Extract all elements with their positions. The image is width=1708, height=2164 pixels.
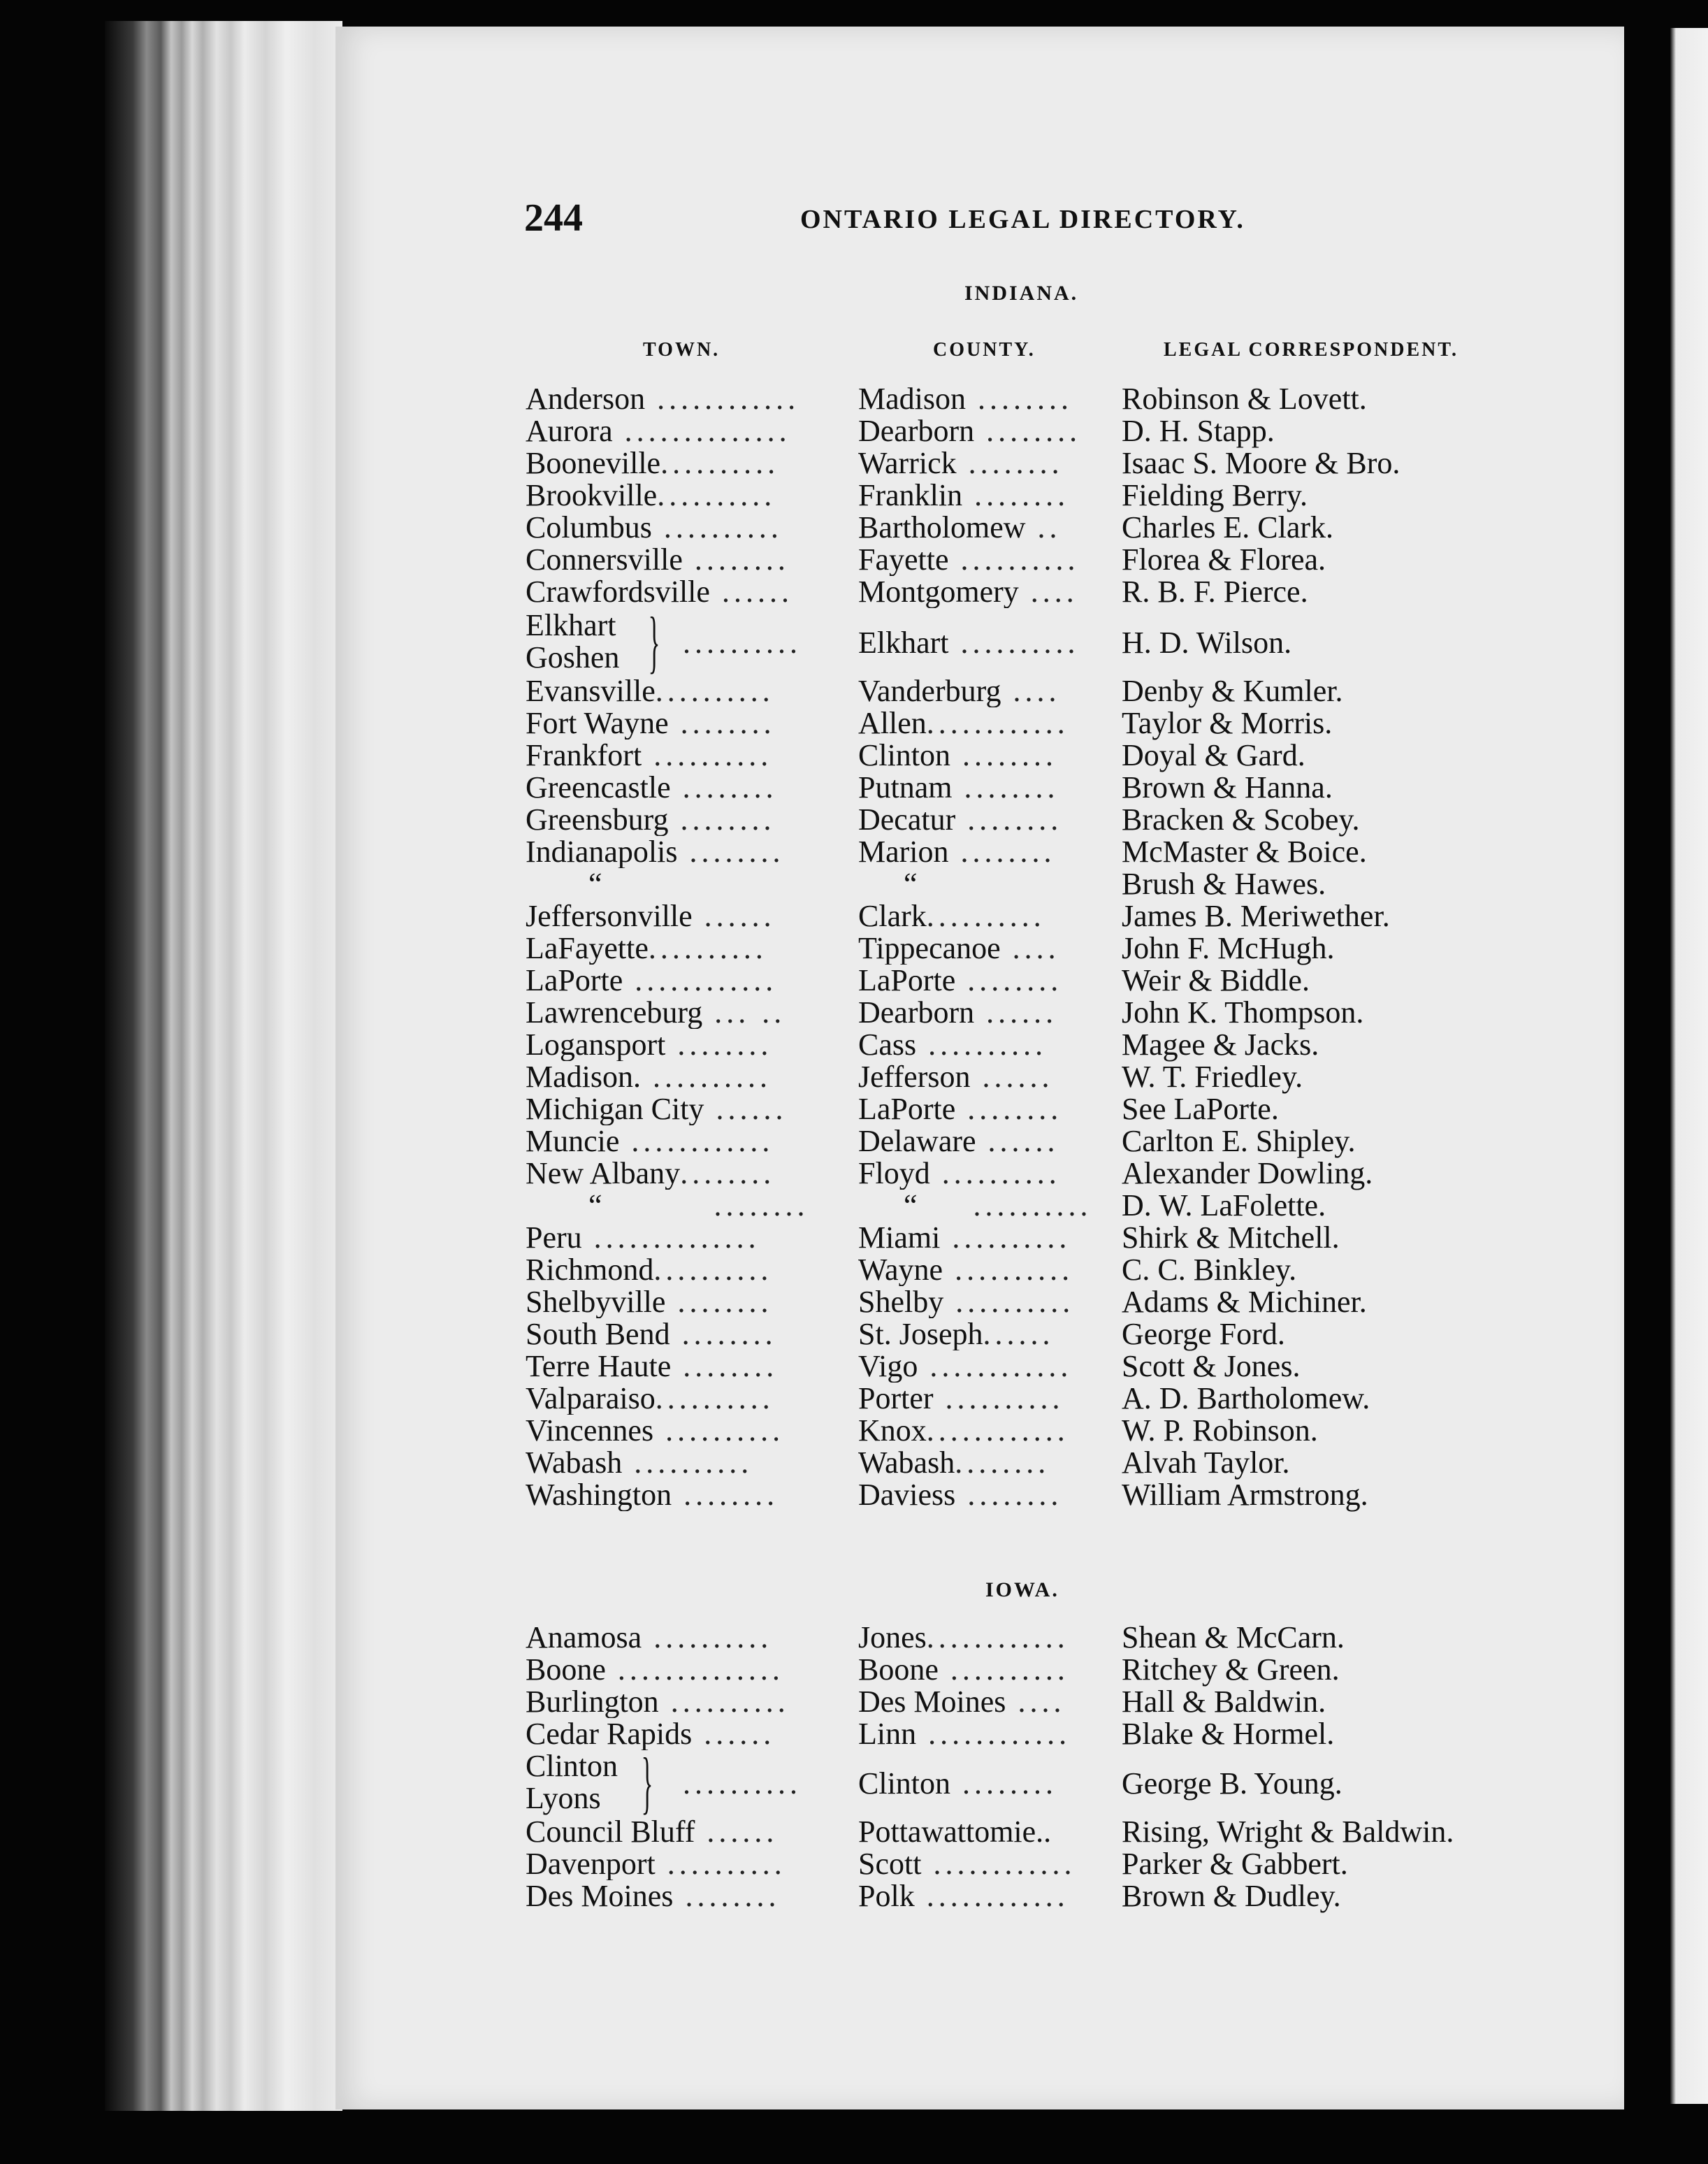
directory-row: Madison. .......... Jefferson ...... W. T. Friedley. bbox=[526, 1060, 1303, 1094]
county: LaPorte bbox=[858, 965, 956, 997]
town: LaPorte bbox=[526, 965, 623, 997]
town: Connersville bbox=[526, 544, 683, 576]
directory-row: South Bend ........ St. Joseph...... George Ford. bbox=[526, 1317, 1285, 1351]
column-header-town: TOWN. bbox=[643, 339, 721, 361]
correspondent: John K. Thompson. bbox=[1122, 995, 1364, 1030]
correspondent: See LaPorte. bbox=[1122, 1092, 1279, 1126]
correspondent: W. P. Robinson. bbox=[1122, 1413, 1318, 1448]
correspondent: D. W. LaFolette. bbox=[1122, 1188, 1326, 1222]
county: Scott bbox=[858, 1848, 922, 1880]
correspondent: William Armstrong. bbox=[1122, 1478, 1368, 1512]
town: Lyons bbox=[526, 1781, 601, 1815]
county: Knox bbox=[858, 1415, 927, 1447]
county: Shelby bbox=[858, 1286, 944, 1318]
directory-row: Richmond.......... Wayne .......... C. C. Binkley. bbox=[526, 1253, 1297, 1287]
correspondent: W. T. Friedley. bbox=[1122, 1060, 1303, 1094]
town: Lawrenceburg bbox=[526, 997, 703, 1029]
correspondent: Alvah Taylor. bbox=[1122, 1445, 1290, 1480]
county: Elkhart bbox=[858, 627, 949, 659]
town: Cedar Rapids bbox=[526, 1718, 693, 1750]
town: Indianapolis bbox=[526, 836, 678, 868]
correspondent: Shirk & Mitchell. bbox=[1122, 1220, 1340, 1255]
correspondent: James B. Meriwether. bbox=[1122, 899, 1390, 933]
correspondent: Carlton E. Shipley. bbox=[1122, 1124, 1356, 1158]
town: LaFayette bbox=[526, 932, 649, 965]
county: Franklin bbox=[858, 479, 963, 512]
county: LaPorte bbox=[858, 1093, 956, 1125]
correspondent: Shean & McCarn. bbox=[1122, 1620, 1345, 1654]
section-heading-iowa: IOWA. bbox=[985, 1578, 1059, 1601]
directory-row: Greencastle ........ Putnam ........ Brown & Hanna. bbox=[526, 770, 1333, 805]
directory-row: Crawfordsville ...... Montgomery .... R. B. F. Pierce. bbox=[526, 575, 1308, 609]
correspondent: Adams & Michiner. bbox=[1122, 1285, 1367, 1319]
directory-row: Michigan City ...... LaPorte ........ See LaPorte. bbox=[526, 1092, 1279, 1126]
section-heading-indiana: INDIANA. bbox=[964, 282, 1079, 305]
town: Booneville bbox=[526, 447, 661, 479]
county: Clinton bbox=[858, 740, 951, 772]
town: Peru bbox=[526, 1222, 582, 1254]
town: Muncie bbox=[526, 1125, 620, 1157]
directory-row: Columbus .......... Bartholomew .. Charles E. Clark. bbox=[526, 510, 1334, 544]
county: Decatur bbox=[858, 804, 956, 836]
correspondent: John F. McHugh. bbox=[1122, 931, 1335, 965]
page-number: 244 bbox=[524, 196, 583, 240]
ditto-mark: “ bbox=[904, 868, 918, 900]
directory-row bbox=[0, 868, 1708, 900]
town: Frankfort bbox=[526, 740, 642, 772]
directory-row: Des Moines ........ Polk ............ Brown & Dudley. bbox=[526, 1879, 1341, 1913]
directory-row: Greensburg ........ Decatur ........ Bracken & Scobey. bbox=[526, 802, 1360, 837]
column-header-county: COUNTY. bbox=[933, 339, 1036, 361]
correspondent: Weir & Biddle. bbox=[1122, 963, 1310, 997]
directory-row: Logansport ........ Cass .......... Magee & Jacks. bbox=[526, 1027, 1319, 1062]
town: Council Bluff bbox=[526, 1816, 695, 1848]
correspondent: Doyal & Gard. bbox=[1122, 738, 1305, 772]
county: Clark bbox=[858, 900, 927, 932]
directory-row: Wabash .......... Wabash........ Alvah Taylor. bbox=[526, 1445, 1290, 1480]
running-title: ONTARIO LEGAL DIRECTORY. bbox=[800, 205, 1245, 234]
county: Clinton bbox=[858, 1768, 951, 1800]
county: Pottawattomie.. bbox=[858, 1816, 1052, 1848]
directory-row: Booneville.......... Warrick ........ Isaac S. Moore & Bro. bbox=[526, 446, 1401, 480]
county: Montgomery bbox=[858, 576, 1019, 608]
correspondent: Blake & Hormel. bbox=[1122, 1717, 1335, 1751]
county: Jones bbox=[858, 1622, 927, 1654]
county: Floyd bbox=[858, 1157, 930, 1190]
correspondent: Brown & Dudley. bbox=[1122, 1879, 1341, 1913]
town: Madison. bbox=[526, 1061, 641, 1093]
county: Vanderburg bbox=[858, 675, 1001, 707]
directory-row: .......... Elkhart .......... H. D. Wilson. bbox=[683, 626, 1292, 660]
ditto-mark: “ bbox=[588, 1190, 602, 1222]
town: Greensburg bbox=[526, 804, 669, 836]
town: Vincennes bbox=[526, 1415, 654, 1447]
town: Aurora bbox=[526, 415, 613, 447]
county: St. Joseph bbox=[858, 1318, 983, 1350]
county: Daviess bbox=[858, 1479, 956, 1511]
directory-row: Aurora .............. Dearborn ........ D. H. Stapp. bbox=[526, 414, 1275, 448]
town: Michigan City bbox=[526, 1093, 704, 1125]
ditto-mark: “ bbox=[588, 868, 602, 900]
directory-row: Cedar Rapids ...... Linn ............ Blake & Hormel. bbox=[526, 1717, 1335, 1751]
town: Davenport bbox=[526, 1848, 656, 1880]
correspondent: McMaster & Boice. bbox=[1122, 835, 1367, 869]
brace-glyph: } bbox=[641, 1743, 653, 1821]
directory-row: .......... Clinton ........ George B. Young. bbox=[683, 1766, 1342, 1801]
county: Wabash bbox=[858, 1447, 955, 1479]
county: Linn bbox=[858, 1718, 917, 1750]
town: Valparaiso bbox=[526, 1383, 656, 1415]
county: Marion bbox=[858, 836, 949, 868]
county: Polk bbox=[858, 1880, 915, 1912]
directory-row: Connersville ........ Fayette .......... Florea & Florea. bbox=[526, 542, 1326, 577]
correspondent: George B. Young. bbox=[1122, 1766, 1342, 1801]
directory-row: Anamosa .......... Jones............ Shean & McCarn. bbox=[526, 1620, 1345, 1654]
directory-row: Lawrenceburg ... .. Dearborn ...... John K. Thompson. bbox=[526, 995, 1364, 1030]
county: Porter bbox=[858, 1383, 934, 1415]
directory-row: Frankfort .......... Clinton ........ Doyal & Gard. bbox=[526, 738, 1305, 772]
town: Fort Wayne bbox=[526, 707, 669, 740]
correspondent: H. D. Wilson. bbox=[1122, 626, 1292, 660]
county: Jefferson bbox=[858, 1061, 971, 1093]
correspondent: Scott & Jones. bbox=[1122, 1349, 1301, 1383]
directory-row: Anderson ............ Madison ........ Robinson & Lovett. bbox=[526, 382, 1367, 416]
county: Tippecanoe bbox=[858, 932, 1001, 965]
directory-row: Davenport .......... Scott ............ Parker & Gabbert. bbox=[526, 1847, 1348, 1881]
town: Evansville bbox=[526, 675, 656, 707]
correspondent: Brush & Hawes. bbox=[1122, 867, 1326, 901]
directory-row: Indianapolis ........ Marion ........ McMaster & Boice. bbox=[526, 835, 1367, 869]
town: Goshen bbox=[526, 640, 620, 675]
county: Bartholomew bbox=[858, 512, 1026, 544]
correspondent: George Ford. bbox=[1122, 1317, 1285, 1351]
town: Wabash bbox=[526, 1447, 623, 1479]
column-header-correspondent: LEGAL CORRESPONDENT. bbox=[1164, 339, 1459, 361]
directory-row: Terre Haute ........ Vigo ............ Scott & Jones. bbox=[526, 1349, 1301, 1383]
correspondent: Taylor & Morris. bbox=[1122, 706, 1333, 740]
correspondent: Florea & Florea. bbox=[1122, 542, 1326, 577]
county: Cass bbox=[858, 1029, 917, 1061]
directory-row: Vincennes .......... Knox............ W. P. Robinson. bbox=[526, 1413, 1318, 1448]
directory-row: Washington ........ Daviess ........ William Armstrong. bbox=[526, 1478, 1368, 1512]
correspondent: Robinson & Lovett. bbox=[1122, 382, 1367, 416]
directory-row: LaPorte ............ LaPorte ........ Weir & Biddle. bbox=[526, 963, 1310, 997]
directory-row: “ ........ “ .......... D. W. LaFolette. bbox=[588, 1188, 1326, 1222]
directory-row: Evansville.......... Vanderburg .... Denby & Kumler. bbox=[526, 674, 1343, 708]
town: South Bend bbox=[526, 1318, 670, 1350]
directory-row: Valparaiso.......... Porter .......... A. D. Bartholomew. bbox=[526, 1381, 1370, 1415]
town: Terre Haute bbox=[526, 1350, 672, 1383]
correspondent: Rising, Wright & Baldwin. bbox=[1122, 1815, 1454, 1849]
county: Dearborn bbox=[858, 997, 975, 1029]
correspondent: D. H. Stapp. bbox=[1122, 414, 1275, 448]
directory-row: New Albany........ Floyd .......... Alexander Dowling. bbox=[526, 1156, 1373, 1190]
town: Logansport bbox=[526, 1029, 666, 1061]
directory-row: Burlington .......... Des Moines .... Hall & Baldwin. bbox=[526, 1685, 1326, 1719]
town: Jeffersonville bbox=[526, 900, 693, 932]
town: Shelbyville bbox=[526, 1286, 666, 1318]
county: Delaware bbox=[858, 1125, 976, 1157]
directory-row: Peru .............. Miami .......... Shirk & Mitchell. bbox=[526, 1220, 1340, 1255]
correspondent: R. B. F. Pierce. bbox=[1122, 575, 1308, 609]
correspondent: C. C. Binkley. bbox=[1122, 1253, 1297, 1287]
directory-row: Boone .............. Boone .......... Ritchey & Green. bbox=[526, 1652, 1340, 1687]
correspondent: Magee & Jacks. bbox=[1122, 1027, 1319, 1062]
town: Richmond bbox=[526, 1254, 654, 1286]
correspondent: Fielding Berry. bbox=[1122, 478, 1308, 512]
directory-row: Council Bluff ...... Pottawattomie.. Rising, Wright & Baldwin. bbox=[526, 1815, 1454, 1849]
town: Des Moines bbox=[526, 1880, 674, 1912]
county: Wayne bbox=[858, 1254, 943, 1286]
county: Warrick bbox=[858, 447, 957, 479]
directory-row: Jeffersonville ...... Clark.......... James B. Meriwether. bbox=[526, 899, 1390, 933]
directory-row: LaFayette.......... Tippecanoe .... John F. McHugh. bbox=[526, 931, 1335, 965]
county: Allen bbox=[858, 707, 927, 740]
directory-row: Muncie ............ Delaware ...... Carlton E. Shipley. bbox=[526, 1124, 1356, 1158]
ditto-mark: “ bbox=[904, 1190, 918, 1222]
correspondent: Hall & Baldwin. bbox=[1122, 1685, 1326, 1719]
correspondent: Brown & Hanna. bbox=[1122, 770, 1333, 805]
correspondent: Alexander Dowling. bbox=[1122, 1156, 1373, 1190]
county: Miami bbox=[858, 1222, 941, 1254]
town: Elkhart bbox=[526, 608, 616, 642]
directory-row: Fort Wayne ........ Allen............ Taylor & Morris. bbox=[526, 706, 1333, 740]
county: Putnam bbox=[858, 772, 953, 804]
correspondent: Denby & Kumler. bbox=[1122, 674, 1343, 708]
town: Clinton bbox=[526, 1749, 618, 1783]
directory-row: Shelbyville ........ Shelby .......... Adams & Michiner. bbox=[526, 1285, 1367, 1319]
county: Des Moines bbox=[858, 1686, 1006, 1718]
town: Brookville bbox=[526, 479, 658, 512]
correspondent: Ritchey & Green. bbox=[1122, 1652, 1340, 1687]
town: New Albany bbox=[526, 1157, 681, 1190]
town: Anderson bbox=[526, 383, 646, 415]
correspondent: Isaac S. Moore & Bro. bbox=[1122, 446, 1401, 480]
correspondent: Parker & Gabbert. bbox=[1122, 1847, 1348, 1881]
town: Boone bbox=[526, 1654, 606, 1686]
town: Greencastle bbox=[526, 772, 671, 804]
brace-glyph: } bbox=[648, 603, 660, 680]
county: Vigo bbox=[858, 1350, 918, 1383]
correspondent: A. D. Bartholomew. bbox=[1122, 1381, 1370, 1415]
county: Fayette bbox=[858, 544, 949, 576]
correspondent: Charles E. Clark. bbox=[1122, 510, 1334, 544]
town: Burlington bbox=[526, 1686, 659, 1718]
county: Madison bbox=[858, 383, 966, 415]
town: Crawfordsville bbox=[526, 576, 710, 608]
county: Boone bbox=[858, 1654, 939, 1686]
correspondent: Bracken & Scobey. bbox=[1122, 802, 1360, 837]
county: Dearborn bbox=[858, 415, 975, 447]
directory-row: Brookville.......... Franklin ........ Fielding Berry. bbox=[526, 478, 1308, 512]
town: Anamosa bbox=[526, 1622, 642, 1654]
town: Columbus bbox=[526, 512, 652, 544]
town: Washington bbox=[526, 1479, 672, 1511]
